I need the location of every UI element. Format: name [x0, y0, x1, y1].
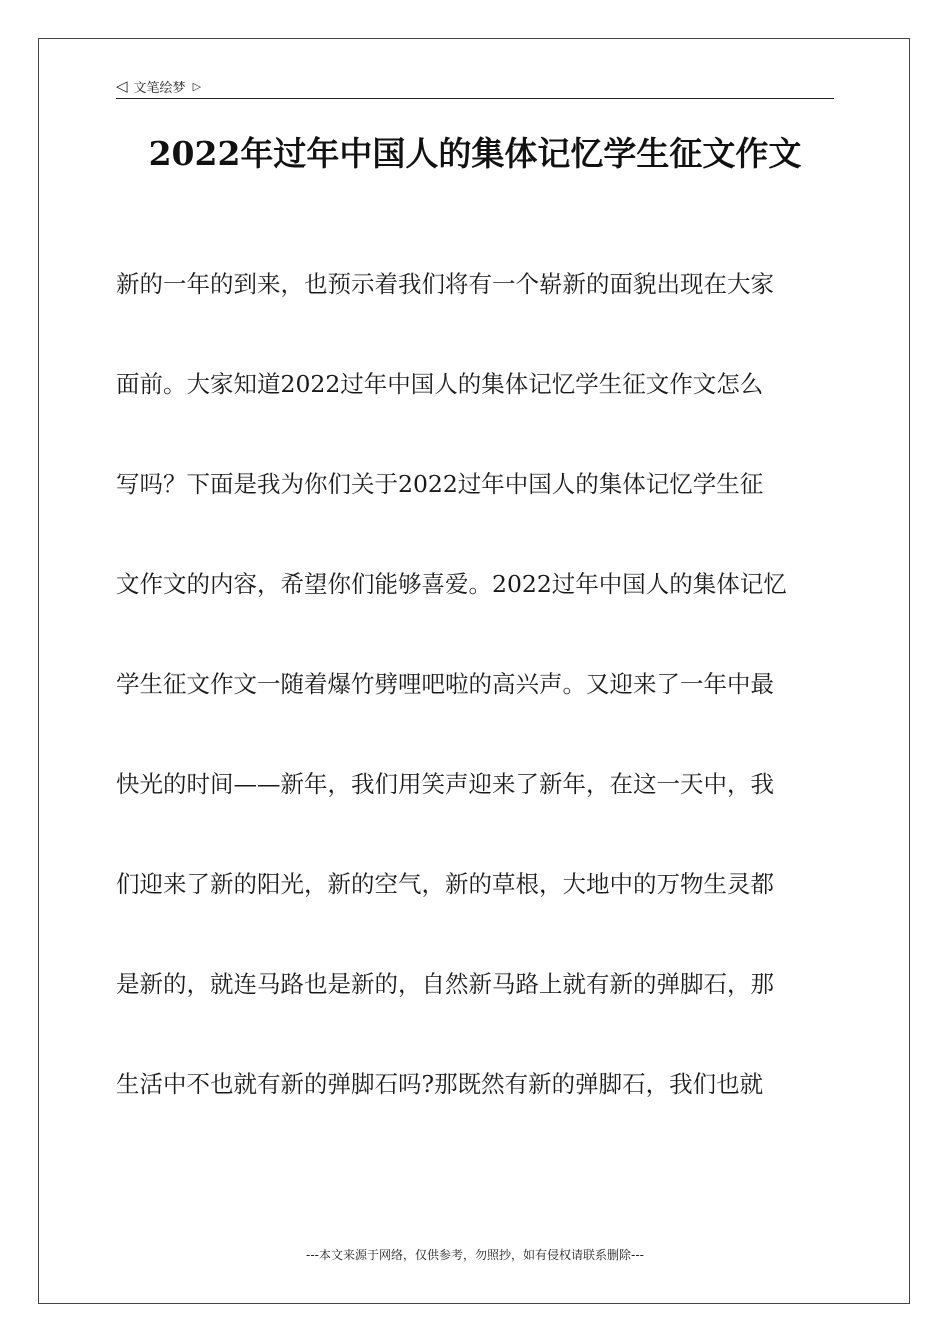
- body-line: 文作文的内容，希望你们能够喜爱。2022过年中国人的集体记忆: [116, 570, 787, 598]
- document-header: [116, 74, 834, 99]
- body-line: 写吗？下面是我为你们关于2022过年中国人的集体记忆学生征: [116, 470, 764, 498]
- body-line: 生活中不也就有新的弹脚石吗?那既然有新的弹脚石，我们也就: [116, 1070, 764, 1098]
- body-text: [116, 264, 836, 1164]
- document-footer: ---本文来源于网络，仅供参考，勿照抄，如有侵权请联系删除---: [306, 1248, 644, 1262]
- document-title: 2022年过年中国人的集体记忆学生征文作文: [148, 134, 802, 173]
- triangle-right-icon: ▷: [192, 79, 202, 93]
- body-line: 们迎来了新的阳光，新的空气，新的草根，大地中的万物生灵都: [116, 870, 774, 898]
- body-line: 学生征文作文一随着爆竹劈哩吧啦的高兴声。又迎来了一年中最: [116, 670, 774, 698]
- body-line: 是新的，就连马路也是新的，自然新马路上就有新的弹脚石，那: [116, 970, 774, 998]
- body-line: 面前。大家知道2022过年中国人的集体记忆学生征文作文怎么: [116, 370, 764, 398]
- body-line: 新的一年的到来，也预示着我们将有一个崭新的面貌出现在大家: [116, 270, 774, 298]
- triangle-left-icon: ◁: [116, 76, 128, 95]
- header-label: 文笔绘梦: [133, 80, 186, 96]
- body-line: 快光的时间——新年，我们用笑声迎来了新年，在这一天中，我: [116, 770, 774, 798]
